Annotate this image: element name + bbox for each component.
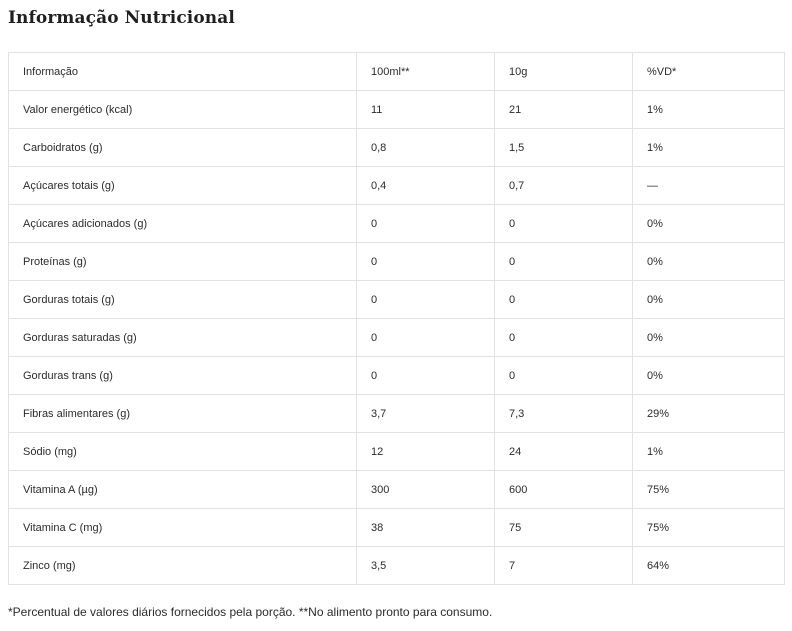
table-row xyxy=(9,91,785,129)
nutrient-name-cell: Carboidratos (g) xyxy=(9,129,357,167)
table-row xyxy=(9,509,785,547)
daily-value-cell: 1% xyxy=(633,433,785,471)
table-header-row xyxy=(9,53,785,91)
daily-value-cell: 64% xyxy=(633,547,785,585)
table-row xyxy=(9,129,785,167)
daily-value-cell: 0% xyxy=(633,205,785,243)
daily-value-cell: 75% xyxy=(633,509,785,547)
header-cell-per-10g: 10g xyxy=(495,53,633,91)
value-per-100ml-cell: 300 xyxy=(357,471,495,509)
value-per-10g-cell: 0 xyxy=(495,205,633,243)
nutrient-name-cell: Gorduras totais (g) xyxy=(9,281,357,319)
value-per-10g-cell: 0 xyxy=(495,243,633,281)
daily-value-cell: 75% xyxy=(633,471,785,509)
table-row xyxy=(9,319,785,357)
nutrient-name-cell: Valor energético (kcal) xyxy=(9,91,357,129)
value-per-10g-cell: 24 xyxy=(495,433,633,471)
value-per-100ml-cell: 0 xyxy=(357,281,495,319)
table-row xyxy=(9,433,785,471)
value-per-100ml-cell: 0 xyxy=(357,205,495,243)
page-title: Informação Nutricional xyxy=(8,8,235,28)
table-row xyxy=(9,205,785,243)
value-per-100ml-cell: 38 xyxy=(357,509,495,547)
header-cell-per-100ml: 100ml** xyxy=(357,53,495,91)
daily-value-cell: — xyxy=(633,167,785,205)
nutrient-name-cell: Gorduras trans (g) xyxy=(9,357,357,395)
daily-value-cell: 1% xyxy=(633,91,785,129)
value-per-10g-cell: 0 xyxy=(495,319,633,357)
value-per-10g-cell: 1,5 xyxy=(495,129,633,167)
header-cell-daily-value: %VD* xyxy=(633,53,785,91)
value-per-10g-cell: 7 xyxy=(495,547,633,585)
footnote: *Percentual de valores diários fornecidos pela porção. **No alimento pronto para consumo. xyxy=(8,605,493,619)
value-per-10g-cell: 0 xyxy=(495,357,633,395)
value-per-100ml-cell: 0 xyxy=(357,243,495,281)
table-row xyxy=(9,357,785,395)
nutrient-name-cell: Vitamina C (mg) xyxy=(9,509,357,547)
nutrient-name-cell: Açúcares totais (g) xyxy=(9,167,357,205)
nutrient-name-cell: Açúcares adicionados (g) xyxy=(9,205,357,243)
value-per-100ml-cell: 3,7 xyxy=(357,395,495,433)
nutrition-table-container xyxy=(8,52,784,585)
value-per-100ml-cell: 12 xyxy=(357,433,495,471)
table-row xyxy=(9,281,785,319)
value-per-10g-cell: 21 xyxy=(495,91,633,129)
nutrient-name-cell: Sódio (mg) xyxy=(9,433,357,471)
daily-value-cell: 1% xyxy=(633,129,785,167)
value-per-100ml-cell: 0,4 xyxy=(357,167,495,205)
table-row xyxy=(9,471,785,509)
table-row xyxy=(9,395,785,433)
table-row xyxy=(9,167,785,205)
value-per-10g-cell: 0,7 xyxy=(495,167,633,205)
nutrient-name-cell: Zinco (mg) xyxy=(9,547,357,585)
nutrient-name-cell: Fibras alimentares (g) xyxy=(9,395,357,433)
value-per-10g-cell: 0 xyxy=(495,281,633,319)
daily-value-cell: 29% xyxy=(633,395,785,433)
value-per-100ml-cell: 11 xyxy=(357,91,495,129)
value-per-100ml-cell: 3,5 xyxy=(357,547,495,585)
daily-value-cell: 0% xyxy=(633,319,785,357)
nutrition-table xyxy=(8,52,785,585)
value-per-10g-cell: 7,3 xyxy=(495,395,633,433)
header-cell-information: Informação xyxy=(9,53,357,91)
value-per-100ml-cell: 0,8 xyxy=(357,129,495,167)
nutrient-name-cell: Proteínas (g) xyxy=(9,243,357,281)
value-per-10g-cell: 600 xyxy=(495,471,633,509)
daily-value-cell: 0% xyxy=(633,281,785,319)
daily-value-cell: 0% xyxy=(633,357,785,395)
nutrient-name-cell: Vitamina A (µg) xyxy=(9,471,357,509)
value-per-100ml-cell: 0 xyxy=(357,319,495,357)
table-row xyxy=(9,243,785,281)
nutrient-name-cell: Gorduras saturadas (g) xyxy=(9,319,357,357)
value-per-100ml-cell: 0 xyxy=(357,357,495,395)
value-per-10g-cell: 75 xyxy=(495,509,633,547)
daily-value-cell: 0% xyxy=(633,243,785,281)
table-row xyxy=(9,547,785,585)
